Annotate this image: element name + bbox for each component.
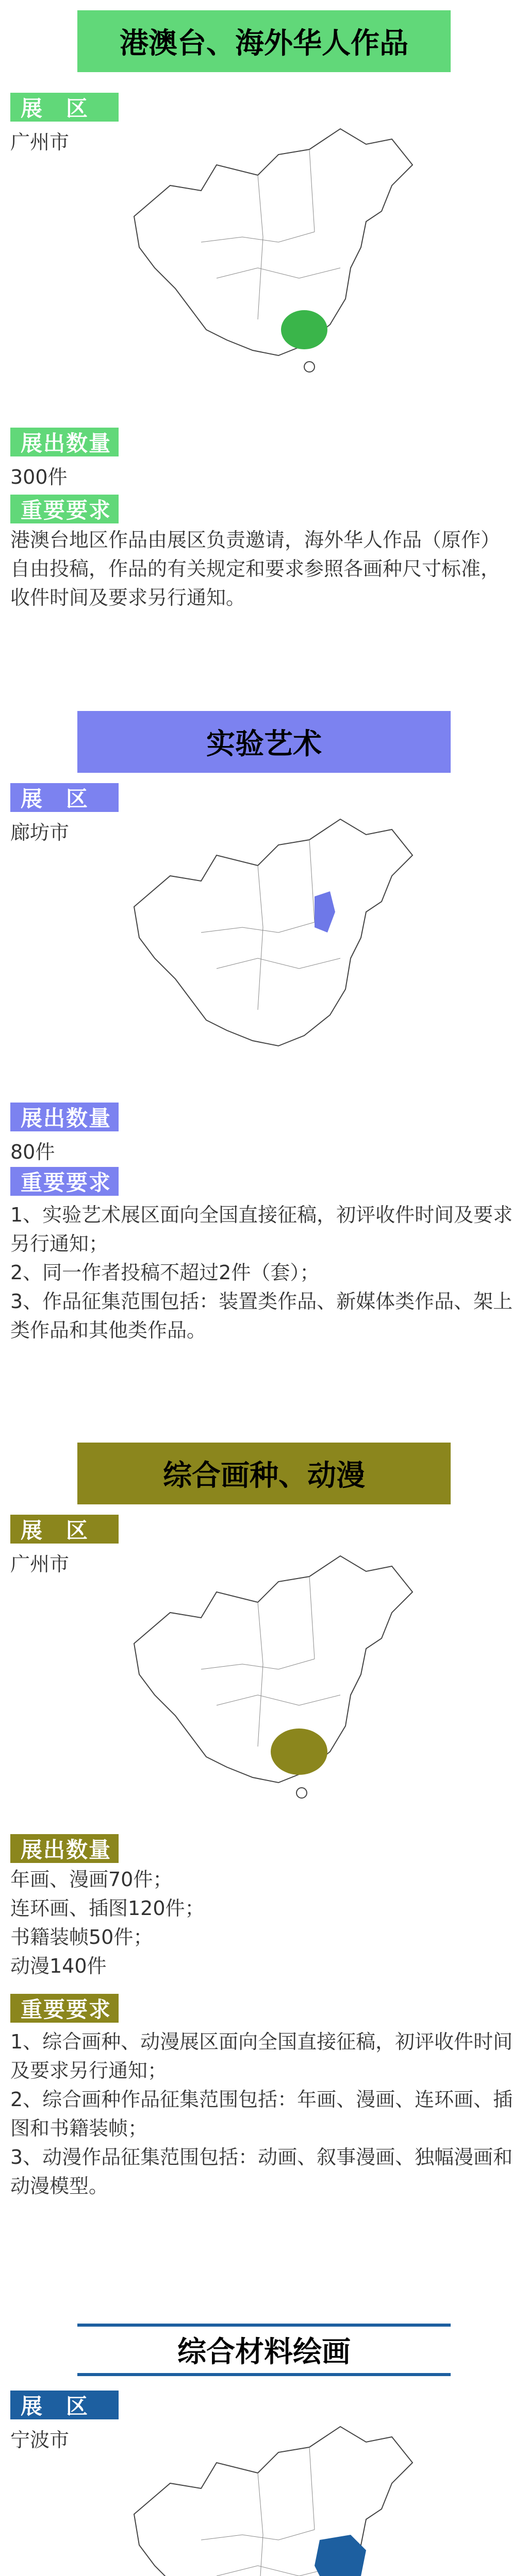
section-title [77, 711, 451, 773]
section-title [77, 10, 451, 72]
count-line: 书籍装帧50件； [10, 1926, 153, 1948]
count-label: 展出数量 [10, 428, 119, 456]
section-experimental-art [0, 701, 528, 1432]
section-title-text: 综合材料绘画 [177, 2335, 351, 2369]
requirements-text [10, 526, 516, 612]
section-title-text: 实验艺术 [206, 727, 322, 761]
china-map [124, 804, 423, 1072]
requirement-item: 2、综合画种作品征集范围包括：年画、漫画、连环画、插图和书籍装帧； [10, 2088, 513, 2140]
requirement-item: 3、作品征集范围包括：装置类作品、新媒体类作品、架上类作品和其他类作品。 [10, 1290, 513, 1342]
requirement-item: 3、动漫作品征集范围包括：动画、叙事漫画、独幅漫画和动漫模型。 [10, 2146, 513, 2197]
region-label: 展 区 [10, 783, 119, 812]
requirement-item: 2、同一作者投稿不超过2件（套）； [10, 1261, 320, 1284]
requirements-text [10, 1200, 516, 1345]
count-line: 连环画、插图120件； [10, 1897, 205, 1920]
count-label: 展出数量 [10, 1834, 119, 1863]
count-line: 年画、漫画70件； [10, 1868, 173, 1891]
section-title-text: 港澳台、海外华人作品 [120, 27, 408, 60]
china-map-svg [124, 804, 423, 1072]
section-title [77, 1443, 451, 1504]
count-label: 展出数量 [10, 1103, 119, 1131]
requirement-item: 1、实验艺术展区面向全国直接征稿，初评收件时间及要求另行通知； [10, 1204, 513, 1255]
requirements-label: 重要要求 [10, 495, 119, 523]
section-mixed-media [0, 2313, 528, 2576]
count-value: 300件 [10, 466, 68, 488]
region-value: 廊坊市 [10, 821, 70, 844]
china-map [124, 113, 423, 381]
china-map-svg [124, 1540, 423, 1808]
region-value: 广州市 [10, 1553, 70, 1575]
region-value: 宁波市 [10, 2429, 70, 2451]
highlighted-province [281, 310, 327, 349]
region-value: 广州市 [10, 131, 70, 154]
region-label: 展 区 [10, 2391, 119, 2419]
requirements-label: 重要要求 [10, 1994, 119, 2023]
china-map [124, 1540, 423, 1808]
section-comprehensive-animation [0, 1432, 528, 2313]
count-value: 80件 [10, 1141, 55, 1163]
section-title-text: 综合画种、动漫 [163, 1459, 365, 1493]
requirement-item: 港澳台地区作品由展区负责邀请，海外华人作品（原作）自由投稿，作品的有关规定和要求参照各画种尺寸标准，收件时间及要求另行通知。 [10, 529, 501, 609]
requirements-label: 重要要求 [10, 1167, 119, 1196]
section-hk-macau-taiwan [0, 0, 528, 701]
highlighted-province [271, 1728, 327, 1775]
region-label: 展 区 [10, 1515, 119, 1544]
count-lines [10, 1865, 516, 1980]
china-map-svg [124, 2411, 423, 2576]
requirements-text [10, 2027, 516, 2200]
china-map [124, 2411, 423, 2576]
section-title [77, 2324, 451, 2376]
count-line: 动漫140件 [10, 1955, 107, 1977]
region-label: 展 区 [10, 93, 119, 122]
requirement-item: 1、综合画种、动漫展区面向全国直接征稿，初评收件时间及要求另行通知； [10, 2030, 513, 2082]
china-map-svg [124, 113, 423, 381]
